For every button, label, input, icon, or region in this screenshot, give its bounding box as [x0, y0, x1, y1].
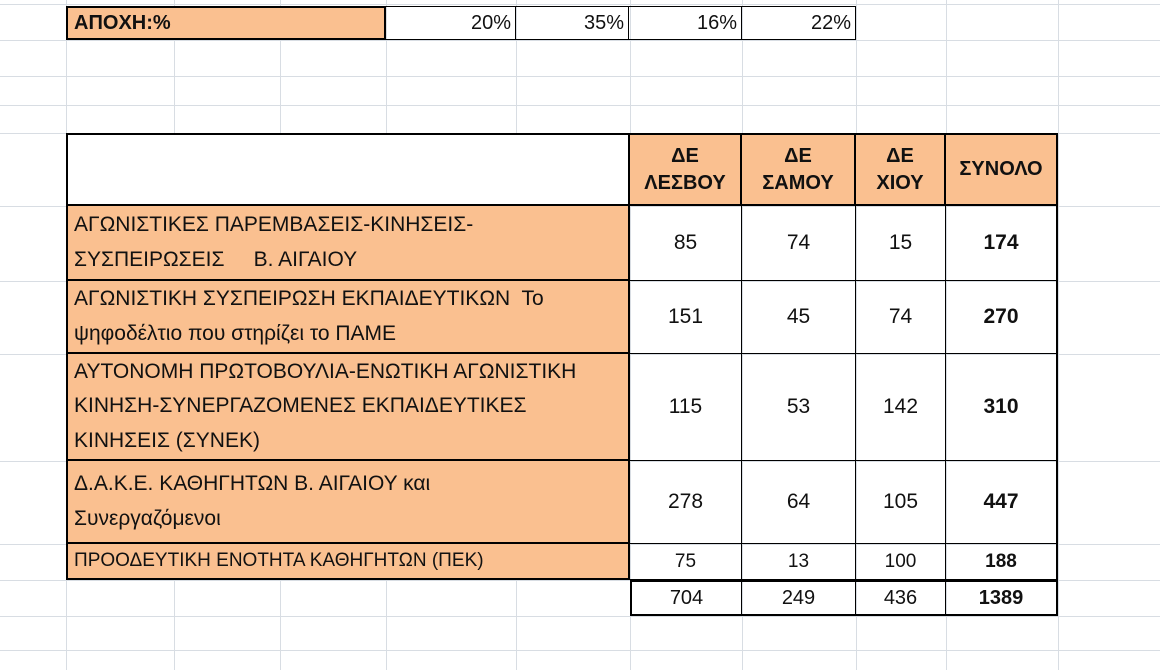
- column-header-chios[interactable]: [856, 133, 946, 206]
- grid-line: [0, 105, 1160, 106]
- row-label[interactable]: [66, 544, 630, 580]
- row-label-line: ΑΓΩΝΙΣΤΙΚΕΣ ΠΑΡΕΜΒΑΣΕΙΣ-ΚΙΝΗΣΕΙΣ-: [74, 212, 474, 236]
- grid-line: [0, 650, 1160, 651]
- grid-line: [0, 616, 1160, 617]
- row-label-line: ΠΡΟΟΔΕΥΤΙΚΗ ΕΝΟΤΗΤΑ ΚΑΘΗΓΗΤΩΝ (ΠΕΚ): [74, 550, 484, 572]
- row-label-line: ΚΙΝΗΣΕΙΣ (ΣΥΝΕΚ): [74, 428, 260, 452]
- value-cell[interactable]: 15: [856, 206, 946, 281]
- value-cell[interactable]: 151: [630, 281, 742, 354]
- grand-total-cell[interactable]: 704: [630, 580, 742, 616]
- column-header-samos[interactable]: [742, 133, 856, 206]
- value-cell[interactable]: 53: [742, 354, 856, 461]
- value-cell[interactable]: 142: [856, 354, 946, 461]
- row-label-line: Δ.Α.Κ.Ε. ΚΑΘΗΓΗΤΩΝ Β. ΑΙΓΑΙΟΥ και: [74, 471, 431, 495]
- table-header-empty[interactable]: [66, 133, 630, 206]
- value-cell[interactable]: 45: [742, 281, 856, 354]
- value-cell[interactable]: 278: [630, 461, 742, 544]
- column-header-lesvos[interactable]: [630, 133, 742, 206]
- grid-line: [0, 76, 1160, 77]
- row-label-line: ΚΙΝΗΣΗ-ΣΥΝΕΡΓΑΖΟΜΕΝΕΣ ΕΚΠΑΙΔΕΥΤΙΚΕΣ: [74, 394, 527, 418]
- column-header-line: ΣΑΜΟΥ: [762, 171, 834, 194]
- abstention-lesvos[interactable]: 20%: [386, 6, 516, 40]
- grand-total-sum[interactable]: 1389: [946, 580, 1058, 616]
- abstention-samos[interactable]: 35%: [516, 6, 629, 40]
- row-label-line: ΑΥΤΟΝΟΜΗ ΠΡΩΤΟΒΟΥΛΙΑ-ΕΝΩΤΙΚΗ ΑΓΩΝΙΣΤΙΚΗ: [74, 359, 577, 383]
- column-header-line: ΧΙΟΥ: [876, 171, 924, 194]
- value-cell[interactable]: 105: [856, 461, 946, 544]
- grid-line: [1058, 0, 1059, 670]
- row-label-line: ΣΥΣΠΕΙΡΩΣΕΙΣ Β. ΑΙΓΑΙΟΥ: [74, 247, 358, 271]
- grid-line: [0, 40, 1160, 41]
- column-header-line: ΔΕ: [784, 144, 812, 167]
- column-header-line: ΔΕ: [671, 144, 699, 167]
- abstention-chios[interactable]: 16%: [629, 6, 742, 40]
- value-cell[interactable]: 13: [742, 544, 856, 580]
- value-cell[interactable]: 64: [742, 461, 856, 544]
- row-label-line: ψηφοδέλτιο που στηρίζει το ΠΑΜΕ: [74, 321, 397, 345]
- column-header-line: ΛΕΣΒΟΥ: [644, 171, 726, 194]
- value-cell[interactable]: 74: [742, 206, 856, 281]
- total-cell[interactable]: 270: [946, 281, 1058, 354]
- value-cell[interactable]: 75: [630, 544, 742, 580]
- value-cell[interactable]: 115: [630, 354, 742, 461]
- grid-line: [0, 4, 1160, 5]
- value-cell[interactable]: 100: [856, 544, 946, 580]
- total-cell[interactable]: 174: [946, 206, 1058, 281]
- row-label[interactable]: [66, 461, 630, 544]
- row-label[interactable]: [66, 354, 630, 461]
- total-cell[interactable]: 447: [946, 461, 1058, 544]
- value-cell[interactable]: 85: [630, 206, 742, 281]
- column-header-line: ΣΥΝΟΛΟ: [959, 158, 1043, 180]
- total-cell[interactable]: 188: [946, 544, 1058, 580]
- column-header-total[interactable]: [946, 133, 1058, 206]
- row-label[interactable]: [66, 206, 630, 281]
- abstention-label[interactable]: ΑΠΟΧΗ:%: [66, 6, 386, 40]
- row-label[interactable]: [66, 281, 630, 354]
- abstention-total[interactable]: 22%: [742, 6, 856, 40]
- value-cell[interactable]: 74: [856, 281, 946, 354]
- row-label-line: Συνεργαζόμενοι: [74, 506, 221, 530]
- grand-total-cell[interactable]: 249: [742, 580, 856, 616]
- total-cell[interactable]: 310: [946, 354, 1058, 461]
- column-header-line: ΔΕ: [886, 144, 914, 167]
- grand-total-cell[interactable]: 436: [856, 580, 946, 616]
- row-label-line: ΑΓΩΝΙΣΤΙΚΗ ΣΥΣΠΕΙΡΩΣΗ ΕΚΠΑΙΔΕΥΤΙΚΩΝ Το: [74, 286, 544, 310]
